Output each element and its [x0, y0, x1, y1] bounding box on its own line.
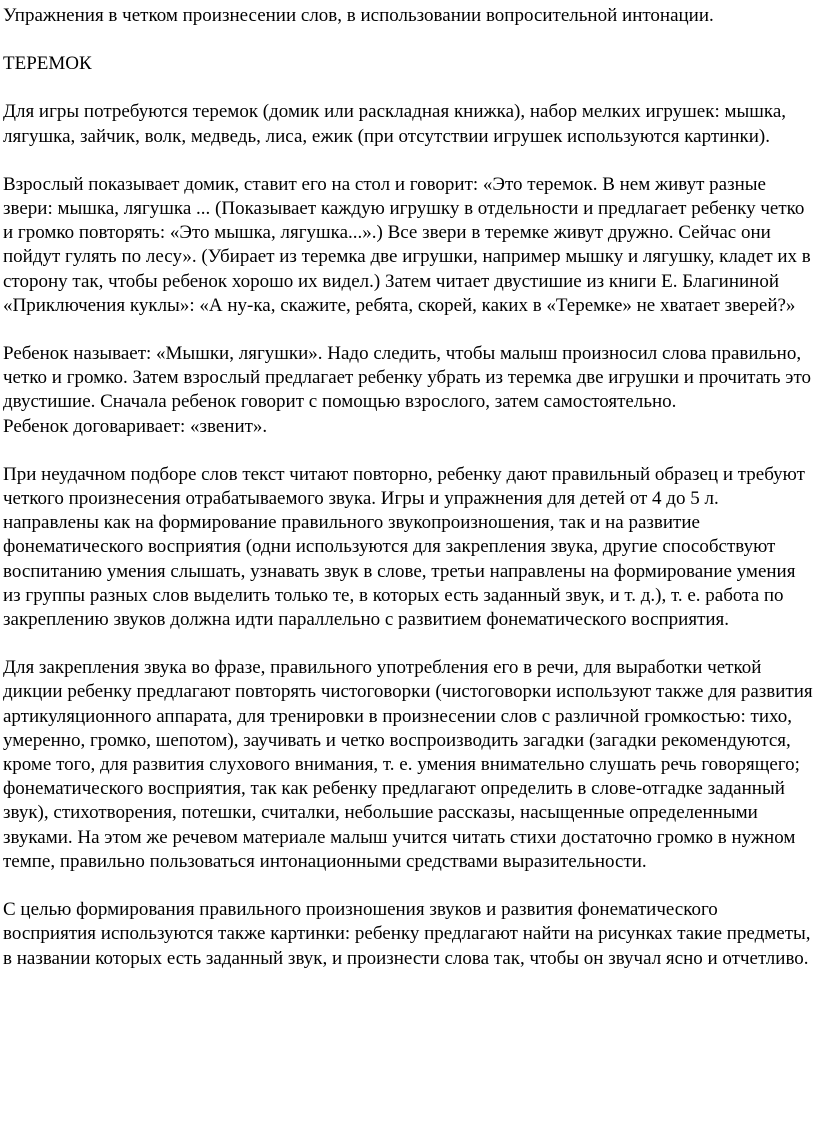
document-title: ТЕРЕМОК: [3, 53, 92, 75]
document-header-line: Упражнения в четком произнесении слов, в использовании вопросительной интонации.: [3, 5, 714, 26]
paragraph-pictures: С целью формирования правильного произношения звуков и развития фонематического восприятия используются также картинки: ребенку предлагают найти на рисунках такие предметы, в названии которых есть заданный звук, и произнести слова так, чтобы он звучал ясно и отчетливо.: [3, 899, 811, 969]
paragraph-child-answer: Ребенок называет: «Мышки, лягушки». Надо следить, чтобы малыш произносил слова правильно, четко и громко. Затем взрослый предлагает ребенку убрать из теремка две игрушки и прочитать это двустишие. Сначала ребенок говорит с помощью взрослого, затем самостоятельно.: [3, 343, 812, 413]
paragraph-game-description: Взрослый показывает домик, ставит его на стол и говорит: «Это теремок. В нем живут разные звери: мышка, лягушка ... (Показывает каждую игрушку в отдельности и предлагает ребенку четко и громко повторять: «Это мышка, лягушка...».) Все звери в теремке живут дружно. Сейчас они пойдут гулять по лесу». (Убирает из теремка две игрушки, например мышку и лягушку, кладет их в сторону так, чтобы ребенок хорошо их видел.) Затем читает двустишие из книги Е. Благининой «Приключения куклы»: «А ну-ка, скажите, ребята, скорей, каких в «Теремке» не хватает зверей?»: [3, 173, 811, 316]
paragraph-sound-in-phrase: Для закрепления звука во фразе, правильного употребления его в речи, для выработки четкой дикции ребенку предлагают повторять чистоговорки (чистоговорки используют также для развития артикуляционного аппарата, для тренировки в произнесении слов с различной громкостью: тихо, умеренно, громко, шепотом), заучивать и четко воспроизводить загадки (загадки рекомендуются, кроме того, для развития слухового внимания, т. е. умения внимательно слушать речь говорящего; фонематического восприятия, так как ребенку предлагают определить в слове-отгадке заданный звук), стихотворения, потешки, считалки, небольшие рассказы, насыщенные определенными звуками. На этом же речевом материале малыш учится читать стихи достаточно громко в нужном темпе, правильно пользоваться интонационными средствами выразительности.: [3, 657, 813, 872]
paragraph-materials: Для игры потребуются теремок (домик или раскладная книжка), набор мелких игрушек: мышка, лягушка, зайчик, волк, медведь, лиса, ежик (при отсутствии игрушек используются картинки).: [3, 101, 787, 147]
paragraph-child-completes: Ребенок договаривает: «звенит».: [3, 415, 268, 437]
paragraph-unsuccessful-selection: При неудачном подборе слов текст читают повторно, ребенку дают правильный образец и требуют четкого произнесения отрабатываемого звука. Игры и упражнения для детей от 4 до 5 л. направлены как на формирование правильного звукопроизношения, так и на развитие фонематического восприятия (одни используются для закрепления звука, другие способствуют воспитанию умения слышать, узнавать звук в слове, третьи направлены на формирование умения из группы разных слов выделить только те, в которых есть заданный звук, и т. д.), т. е. работа по закреплению звуков должна идти параллельно с развитием фонематического восприятия.: [3, 463, 805, 631]
